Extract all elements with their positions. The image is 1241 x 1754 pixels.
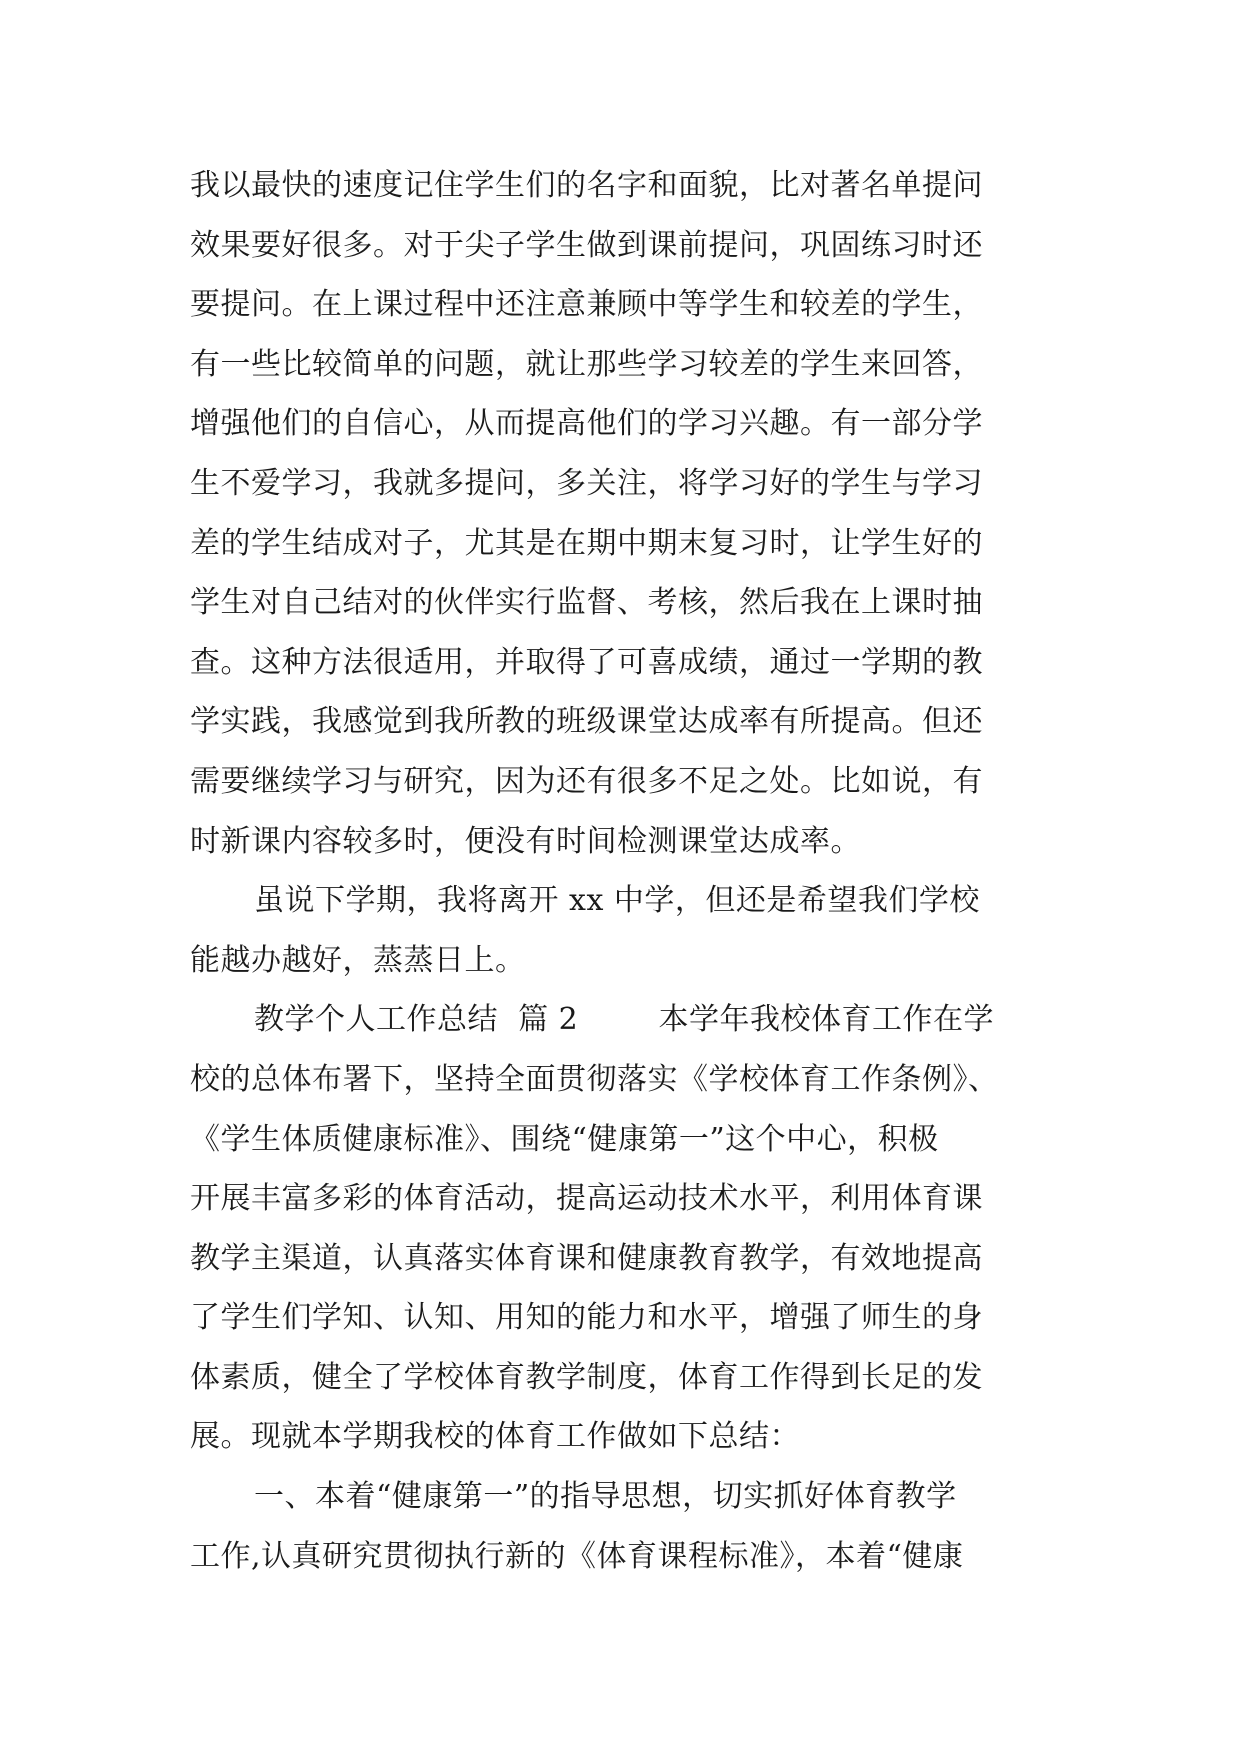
text-line: 了学生们学知、认知、用知的能力和水平，增强了师生的身 <box>190 1300 983 1336</box>
text-line: 查。这种方法很适用，并取得了可喜成绩，通过一学期的教 <box>190 644 983 680</box>
text-line: 增强他们的自信心，从而提高他们的学习兴趣。有一部分学 <box>190 406 983 442</box>
text-line: 体素质，健全了学校体育教学制度，体育工作得到长足的发 <box>190 1359 983 1395</box>
text-line: 《学生体质健康标准》、围绕“健康第一”这个中心，积极 <box>190 1121 939 1157</box>
text-line: 工作,认真研究贯彻执行新的《体育课程标准》，本着“健康 <box>190 1538 964 1574</box>
document-body <box>190 156 1070 1586</box>
text-line: 要提问。在上课过程中还注意兼顾中等学生和较差的学生， <box>190 287 983 323</box>
text-line: 有一些比较简单的问题，就让那些学习较差的学生来回答， <box>190 346 983 382</box>
text-line: 校的总体布署下，坚持全面贯彻落实《学校体育工作条例》、 <box>190 1061 999 1097</box>
text-line: 学生对自己结对的伙伴实行监督、考核，然后我在上课时抽 <box>190 585 983 621</box>
text-line: 我以最快的速度记住学生们的名字和面貌，比对著名单提问 <box>190 168 983 203</box>
text-line: 教学主渠道，认真落实体育课和健康教育教学，有效地提高 <box>190 1240 983 1276</box>
text-line: 学实践，我感觉到我所教的班级课堂达成率有所提高。但还 <box>190 704 983 740</box>
paragraph-start-line: 虽说下学期，我将离开 xx 中学，但还是希望我们学校 <box>254 883 980 919</box>
text-line: 生不爱学习，我就多提问，多关注，将学习好的学生与学习 <box>190 465 983 501</box>
text-line: 时新课内容较多时，便没有时间检测课堂达成率。 <box>190 823 861 859</box>
paragraph-start-line: 一、本着“健康第一”的指导思想，切实抓好体育教学 <box>254 1479 957 1515</box>
text-line: 展。现就本学期我校的体育工作做如下总结： <box>190 1419 800 1455</box>
text-line: 开展丰富多彩的体育活动，提高运动技术水平，利用体育课 <box>190 1181 983 1217</box>
text-line: 能越办越好，蒸蒸日上。 <box>190 942 526 978</box>
text-line: 需要继续学习与研究，因为还有很多不足之处。比如说，有 <box>190 763 983 799</box>
section-heading-line: 教学个人工作总结 篇 2 本学年我校体育工作在学 <box>254 1002 994 1038</box>
text-line: 效果要好很多。对于尖子学生做到课前提问，巩固练习时还 <box>190 227 983 263</box>
text-line: 差的学生结成对子，尤其是在期中期末复习时，让学生好的 <box>190 525 983 561</box>
